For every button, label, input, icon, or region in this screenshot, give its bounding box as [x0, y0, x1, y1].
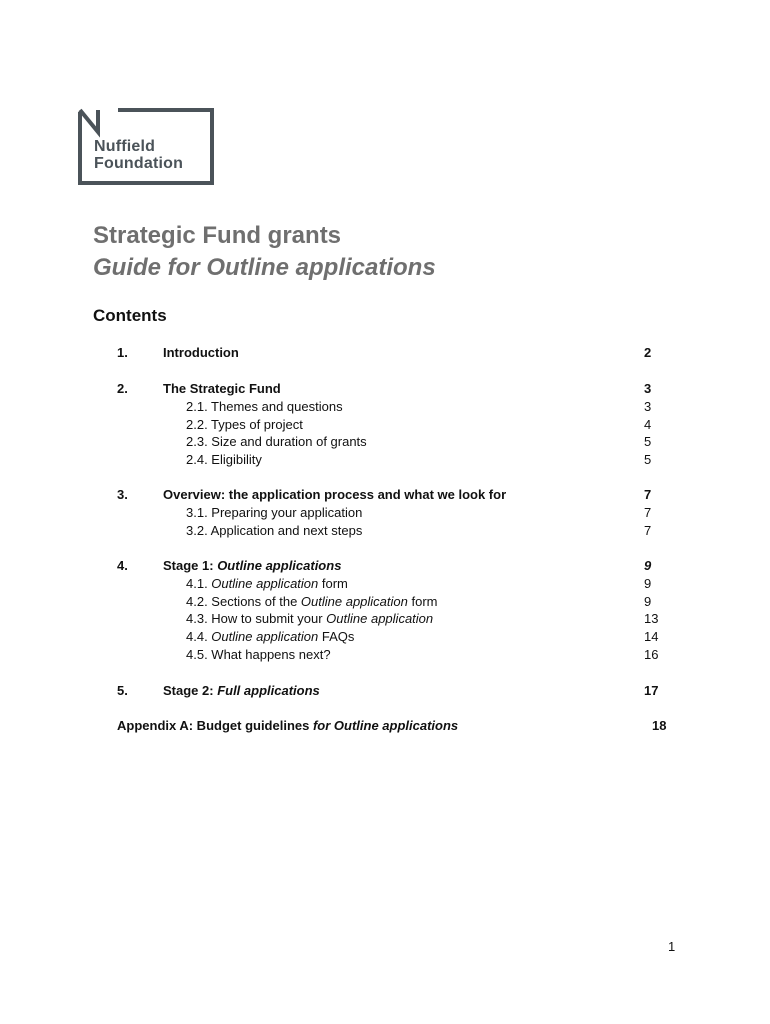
toc-page-number: 4 — [644, 417, 652, 432]
toc-section-title: Overview: the application process and what we look for — [163, 487, 507, 502]
logo-wordmark — [94, 138, 183, 172]
toc-title-italic: Outline applications — [217, 558, 342, 573]
logo-line-1: Nuffield — [94, 138, 156, 155]
toc-sub-prefix: 4.5. What happens next? — [186, 647, 331, 662]
toc-subsection-title — [186, 646, 331, 664]
toc-subsection-title: 3.2. Application and next steps — [186, 523, 363, 538]
toc-sub-italic: Outline application — [211, 576, 319, 591]
toc-page-number: 2 — [644, 345, 652, 360]
toc-subsection-title — [186, 575, 348, 593]
toc-title-prefix: Stage 1: — [163, 558, 218, 573]
toc-sub-prefix: 4.3. How to submit your — [186, 611, 327, 626]
toc-sub-suffix: form — [407, 594, 438, 609]
toc-page-number: 7 — [644, 523, 652, 538]
toc-subsection-title: 2.3. Size and duration of grants — [186, 434, 367, 449]
toc-subsection-2-2[interactable] — [0, 416, 770, 434]
toc-subsection-2-4[interactable] — [0, 451, 770, 469]
toc-section-number: 3. — [117, 487, 128, 502]
toc-section-2[interactable] — [0, 380, 770, 398]
toc-section-title: The Strategic Fund — [163, 381, 281, 396]
toc-page-number: 14 — [644, 629, 659, 644]
toc-sub-italic: Outline application — [211, 629, 319, 644]
toc-subsection-4-2[interactable] — [0, 593, 770, 611]
document-title: Strategic Fund grants — [93, 222, 342, 249]
toc-appendix-a[interactable] — [0, 717, 770, 735]
toc-section-number: 1. — [117, 345, 128, 360]
toc-sub-italic: Outline application — [300, 594, 408, 609]
toc-appendix-title — [117, 717, 458, 735]
toc-page-number: 5 — [644, 434, 652, 449]
toc-title-prefix: Stage 2: — [163, 683, 218, 698]
toc-section-3[interactable] — [0, 486, 770, 504]
toc-page-number: 3 — [644, 381, 652, 396]
toc-subsection-4-3[interactable] — [0, 610, 770, 628]
toc-page-number: 3 — [644, 399, 652, 414]
toc-section-title — [163, 682, 320, 700]
toc-subsection-3-2[interactable] — [0, 522, 770, 540]
toc-subsection-4-4[interactable] — [0, 628, 770, 646]
toc-page-number: 7 — [644, 505, 652, 520]
toc-subsection-4-1[interactable] — [0, 575, 770, 593]
toc-subsection-title — [186, 610, 433, 628]
toc-sub-prefix: 4.4. — [186, 629, 212, 644]
nuffield-foundation-logo — [78, 108, 214, 185]
document-subtitle: Guide for Outline applications — [93, 254, 436, 281]
toc-subsection-title: 2.4. Eligibility — [186, 452, 262, 467]
logo-line-2: Foundation — [94, 155, 184, 172]
toc-section-4[interactable] — [0, 557, 770, 575]
toc-section-number: 2. — [117, 381, 128, 396]
toc-appendix-italic: for Outline applications — [312, 718, 459, 733]
toc-subsection-title — [186, 628, 354, 646]
toc-sub-italic: Outline application — [326, 611, 434, 626]
toc-page-number: 5 — [644, 452, 652, 467]
toc-appendix-prefix: Appendix A: Budget guidelines — [117, 718, 313, 733]
toc-page-number: 16 — [644, 647, 659, 662]
footer-page-number: 1 — [668, 939, 676, 954]
toc-subsection-3-1[interactable] — [0, 504, 770, 522]
toc-subsection-title: 2.1. Themes and questions — [186, 399, 343, 414]
toc-subsection-title — [186, 593, 438, 611]
toc-page-number: 18 — [652, 718, 667, 733]
toc-section-number: 5. — [117, 683, 128, 698]
toc-page-number: 13 — [644, 611, 659, 626]
toc-section-number: 4. — [117, 558, 128, 573]
toc-subsection-title: 3.1. Preparing your application — [186, 505, 363, 520]
toc-page-number: 7 — [644, 487, 652, 502]
toc-sub-prefix: 4.1. — [186, 576, 212, 591]
toc-page-number: 9 — [644, 594, 652, 609]
toc-section-1[interactable] — [0, 344, 770, 362]
toc-page-number: 9 — [644, 576, 652, 591]
toc-sub-suffix: form — [318, 576, 348, 591]
toc-page-number: 9 — [644, 558, 652, 573]
toc-subsection-2-1[interactable] — [0, 398, 770, 416]
toc-sub-suffix: FAQs — [318, 629, 355, 644]
toc-title-italic: Full applications — [217, 683, 320, 698]
toc-subsection-4-5[interactable] — [0, 646, 770, 664]
toc-subsection-title: 2.2. Types of project — [186, 417, 303, 432]
toc-subsection-2-3[interactable] — [0, 433, 770, 451]
toc-page-number: 17 — [644, 683, 659, 698]
toc-section-title — [163, 557, 341, 575]
contents-heading: Contents — [93, 306, 167, 325]
toc-sub-prefix: 4.2. Sections of the — [186, 594, 301, 609]
toc-section-title: Introduction — [163, 345, 239, 360]
toc-section-5[interactable] — [0, 682, 770, 700]
